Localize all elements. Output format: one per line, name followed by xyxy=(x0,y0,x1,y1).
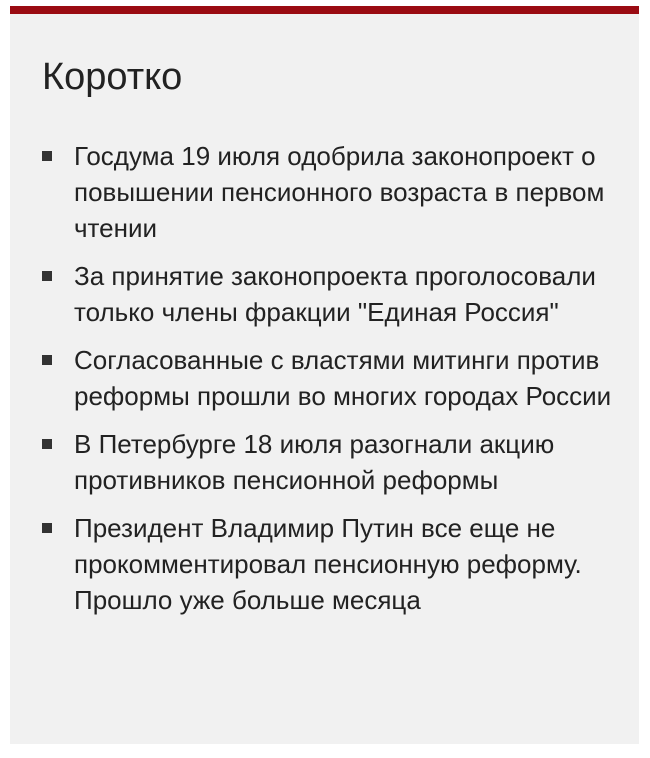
square-bullet-icon xyxy=(42,151,52,161)
square-bullet-icon xyxy=(42,355,52,365)
list-item-text: В Петербурге 18 июля разогнали акцию противников пенсионной реформы xyxy=(74,429,555,495)
square-bullet-icon xyxy=(42,523,52,533)
list-item-text: За принятие законопроекта проголосовали только члены фракции "Единая Россия" xyxy=(74,261,596,327)
square-bullet-icon xyxy=(42,439,52,449)
list-item-text: Президент Владимир Путин все еще не прокомментировал пенсионную реформу. Прошло уже больше месяца xyxy=(74,513,582,615)
list-item-text: Согласованные с властями митинги против реформы прошли во многих городах России xyxy=(74,345,612,411)
list-item xyxy=(42,426,612,498)
list-item xyxy=(42,342,612,414)
square-bullet-icon xyxy=(42,271,52,281)
summary-list xyxy=(42,138,612,630)
list-item-text: Госдума 19 июля одобрила законопроект о повышении пенсионного возраста в первом чтении xyxy=(74,141,605,243)
list-item xyxy=(42,138,612,246)
list-item xyxy=(42,510,612,618)
panel-title: Коротко xyxy=(42,56,183,98)
list-item xyxy=(42,258,612,330)
summary-panel xyxy=(10,6,639,744)
